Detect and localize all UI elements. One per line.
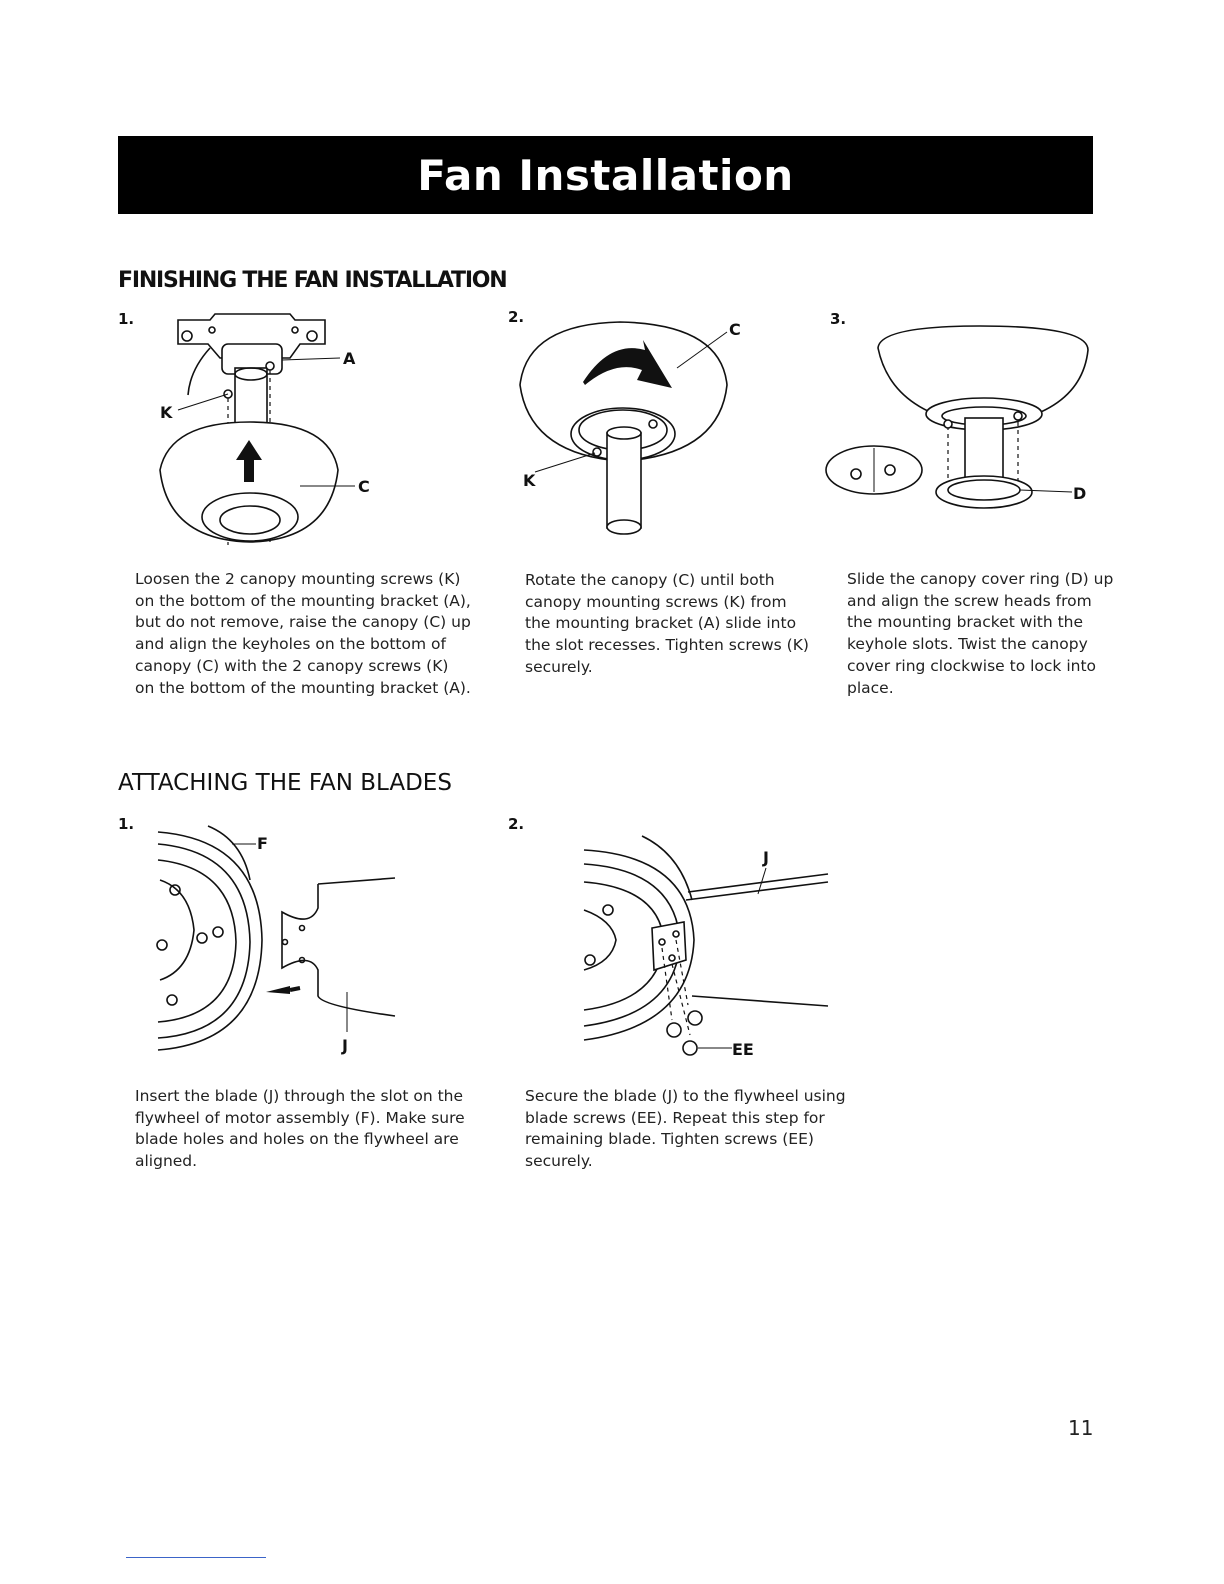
section-heading-finishing: FINISHING THE FAN INSTALLATION bbox=[118, 268, 507, 293]
label-j: J bbox=[342, 1036, 348, 1055]
figure-canopy-raise bbox=[150, 310, 390, 555]
figure-blade-insert bbox=[150, 820, 410, 1060]
blades-step-2-number: 2. bbox=[508, 815, 525, 833]
label-k: K bbox=[160, 403, 173, 422]
finishing-step-3-text: Slide the canopy cover ring (D) up and align the screw heads from the mounting bracket with the keyhole slots. Twist the canopy cover ring clockwise to lock into place. bbox=[847, 570, 1114, 697]
finishing-step-1-text: Loosen the 2 canopy mounting screws (K) on the bottom of the mounting bracket (A), but do not remove, raise the canopy (C) up and align the keyholes on the bottom of canopy (C) with the 2 canopy screws (K) on the bottom of the mounting bracket (A). bbox=[135, 570, 471, 697]
label-f: F bbox=[257, 834, 268, 853]
figure-canopy-rotate bbox=[515, 310, 755, 545]
footer-rule bbox=[126, 1557, 266, 1558]
blades-step-1-text: Insert the blade (J) through the slot on the flywheel of motor assembly (F). Make sure blade holes and holes on the flywheel are aligned. bbox=[135, 1087, 465, 1171]
label-c: C bbox=[358, 477, 370, 496]
page-number: 11 bbox=[1068, 1416, 1094, 1440]
figure-blade-secure bbox=[580, 830, 840, 1065]
section-heading-blades: ATTACHING THE FAN BLADES bbox=[118, 770, 452, 796]
finishing-step-2-text: Rotate the canopy (C) until both canopy mounting screws (K) from the mounting bracket (A) slide into the slot recesses. Tighten screws (K) securely. bbox=[525, 571, 809, 676]
label-a: A bbox=[343, 349, 356, 368]
label-d: D bbox=[1073, 484, 1087, 503]
page-title: Fan Installation bbox=[417, 150, 794, 200]
label-j-2: J bbox=[763, 848, 769, 867]
figure-cover-ring bbox=[820, 310, 1100, 525]
label-k-2: K bbox=[523, 471, 536, 490]
finishing-step-1-number: 1. bbox=[118, 310, 135, 328]
blades-step-2-text: Secure the blade (J) to the flywheel using blade screws (EE). Repeat this step for remaining blade. Tighten screws (EE) securely. bbox=[525, 1087, 846, 1171]
blades-step-1-number: 1. bbox=[118, 815, 135, 833]
finishing-step-2-number: 2. bbox=[508, 308, 525, 326]
label-c-2: C bbox=[729, 320, 741, 339]
label-ee: EE bbox=[732, 1040, 754, 1059]
title-bar bbox=[118, 136, 1093, 214]
finishing-step-3-number: 3. bbox=[830, 310, 847, 328]
